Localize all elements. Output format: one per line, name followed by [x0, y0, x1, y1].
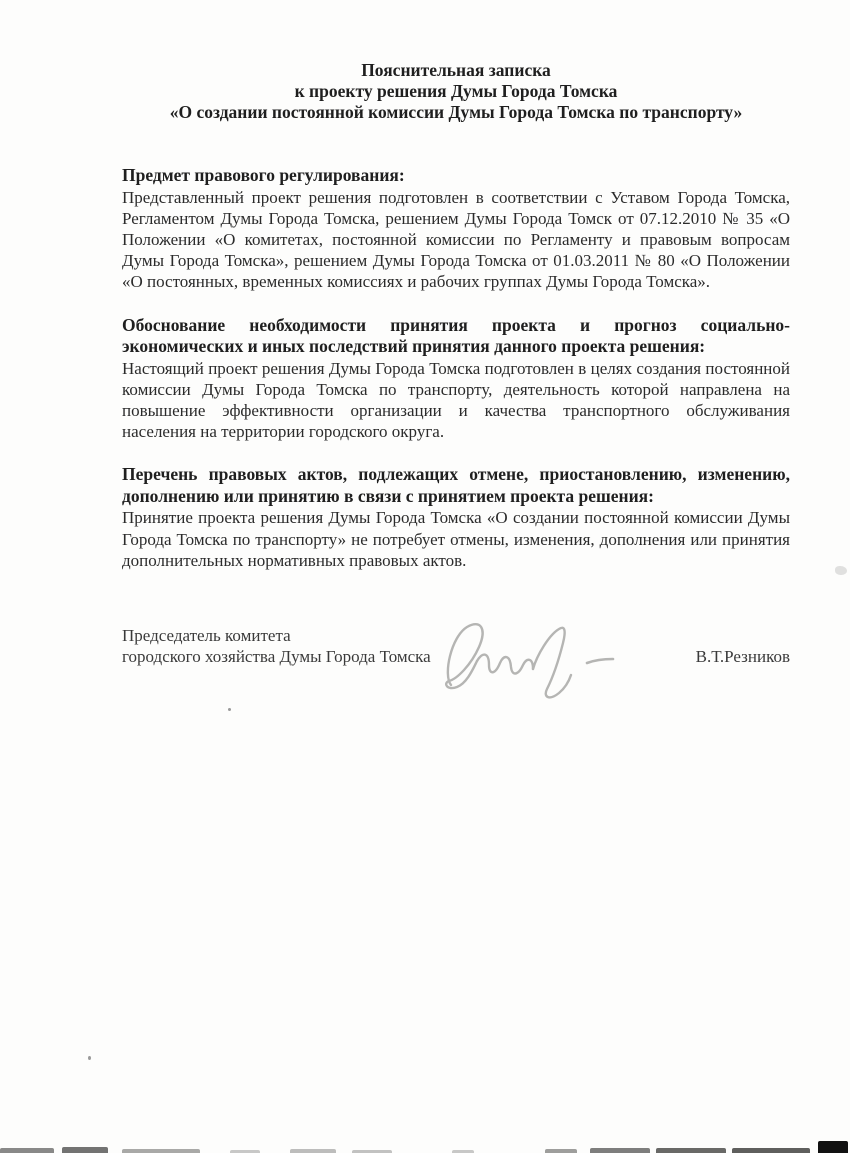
signatory-position-line-2: городского хозяйства Думы Города Томска: [122, 647, 431, 667]
scan-blob: [62, 1147, 108, 1153]
signature-block: [122, 625, 790, 667]
title-line-3: «О создании постоянной комиссии Думы Города Томска по транспорту»: [169, 102, 743, 122]
spacer: [122, 123, 790, 143]
scan-blob: [290, 1149, 336, 1153]
scan-blob: [590, 1148, 650, 1153]
section-justification: [122, 315, 790, 443]
title-line-2: к проекту решения Думы Города Томска: [294, 81, 618, 101]
section-heading: Перечень правовых актов, подлежащих отмене, приостановлению, изменению, дополнению или принятию в связи с принятием проекта решения:: [122, 464, 790, 506]
scan-smudge: [835, 566, 847, 575]
section-legal-subject: [122, 165, 790, 293]
document-content: [122, 60, 790, 667]
title-line-1: Пояснительная записка: [361, 60, 551, 80]
scan-blob: [656, 1148, 726, 1153]
signatory-position-line-1: Председатель комитета: [122, 625, 291, 645]
section-body: Представленный проект решения подготовлен в соответствии с Уставом Города Томска, Регламентом Думы Города Томска, решением Думы Города Томск от 07.12.2010 № 35 «О Положении «О комитетах, постоянной комиссии по Регламенту и правовым вопросам Думы Города Томска», решением Думы Города Томска от 01.03.2011 № 80 «О Положении «О постоянных, временных комиссиях и рабочих группах Думы Города Томска».: [122, 187, 790, 292]
section-body: Настоящий проект решения Думы Города Томска подготовлен в целях создания постоянной комиссии Думы Города Томска по транспорту, деятельность которой направлена на повышение эффективности организации и качества транспортного обслуживания населения на территории городского округа.: [122, 358, 790, 442]
handwritten-signature: [437, 615, 647, 710]
scan-blob: [0, 1148, 54, 1153]
section-heading: Обоснование необходимости принятия проекта и прогноз социально-экономических и иных последствий принятия данного проекта решения:: [122, 314, 790, 357]
scan-artifact-square: [818, 1141, 848, 1153]
section-heading: Предмет правового регулирования:: [122, 165, 405, 185]
document-title: [122, 60, 790, 123]
scan-speck: [88, 1056, 91, 1060]
section-acts-list: [122, 464, 790, 571]
scan-speck: [228, 708, 231, 711]
scan-blob: [122, 1149, 200, 1153]
signatory-position: [122, 625, 431, 667]
section-body: Принятие проекта решения Думы Города Томска «О создании постоянной комиссии Думы Города Томска по транспорту» не потребует отмены, изменения, дополнения или принятия дополнительных нормативных правовых актов.: [122, 508, 790, 570]
scan-blob: [545, 1149, 577, 1153]
scan-blob: [732, 1148, 810, 1153]
scan-artifact-strip: [0, 1139, 850, 1153]
signatory-name: В.Т.Резников: [695, 646, 790, 666]
